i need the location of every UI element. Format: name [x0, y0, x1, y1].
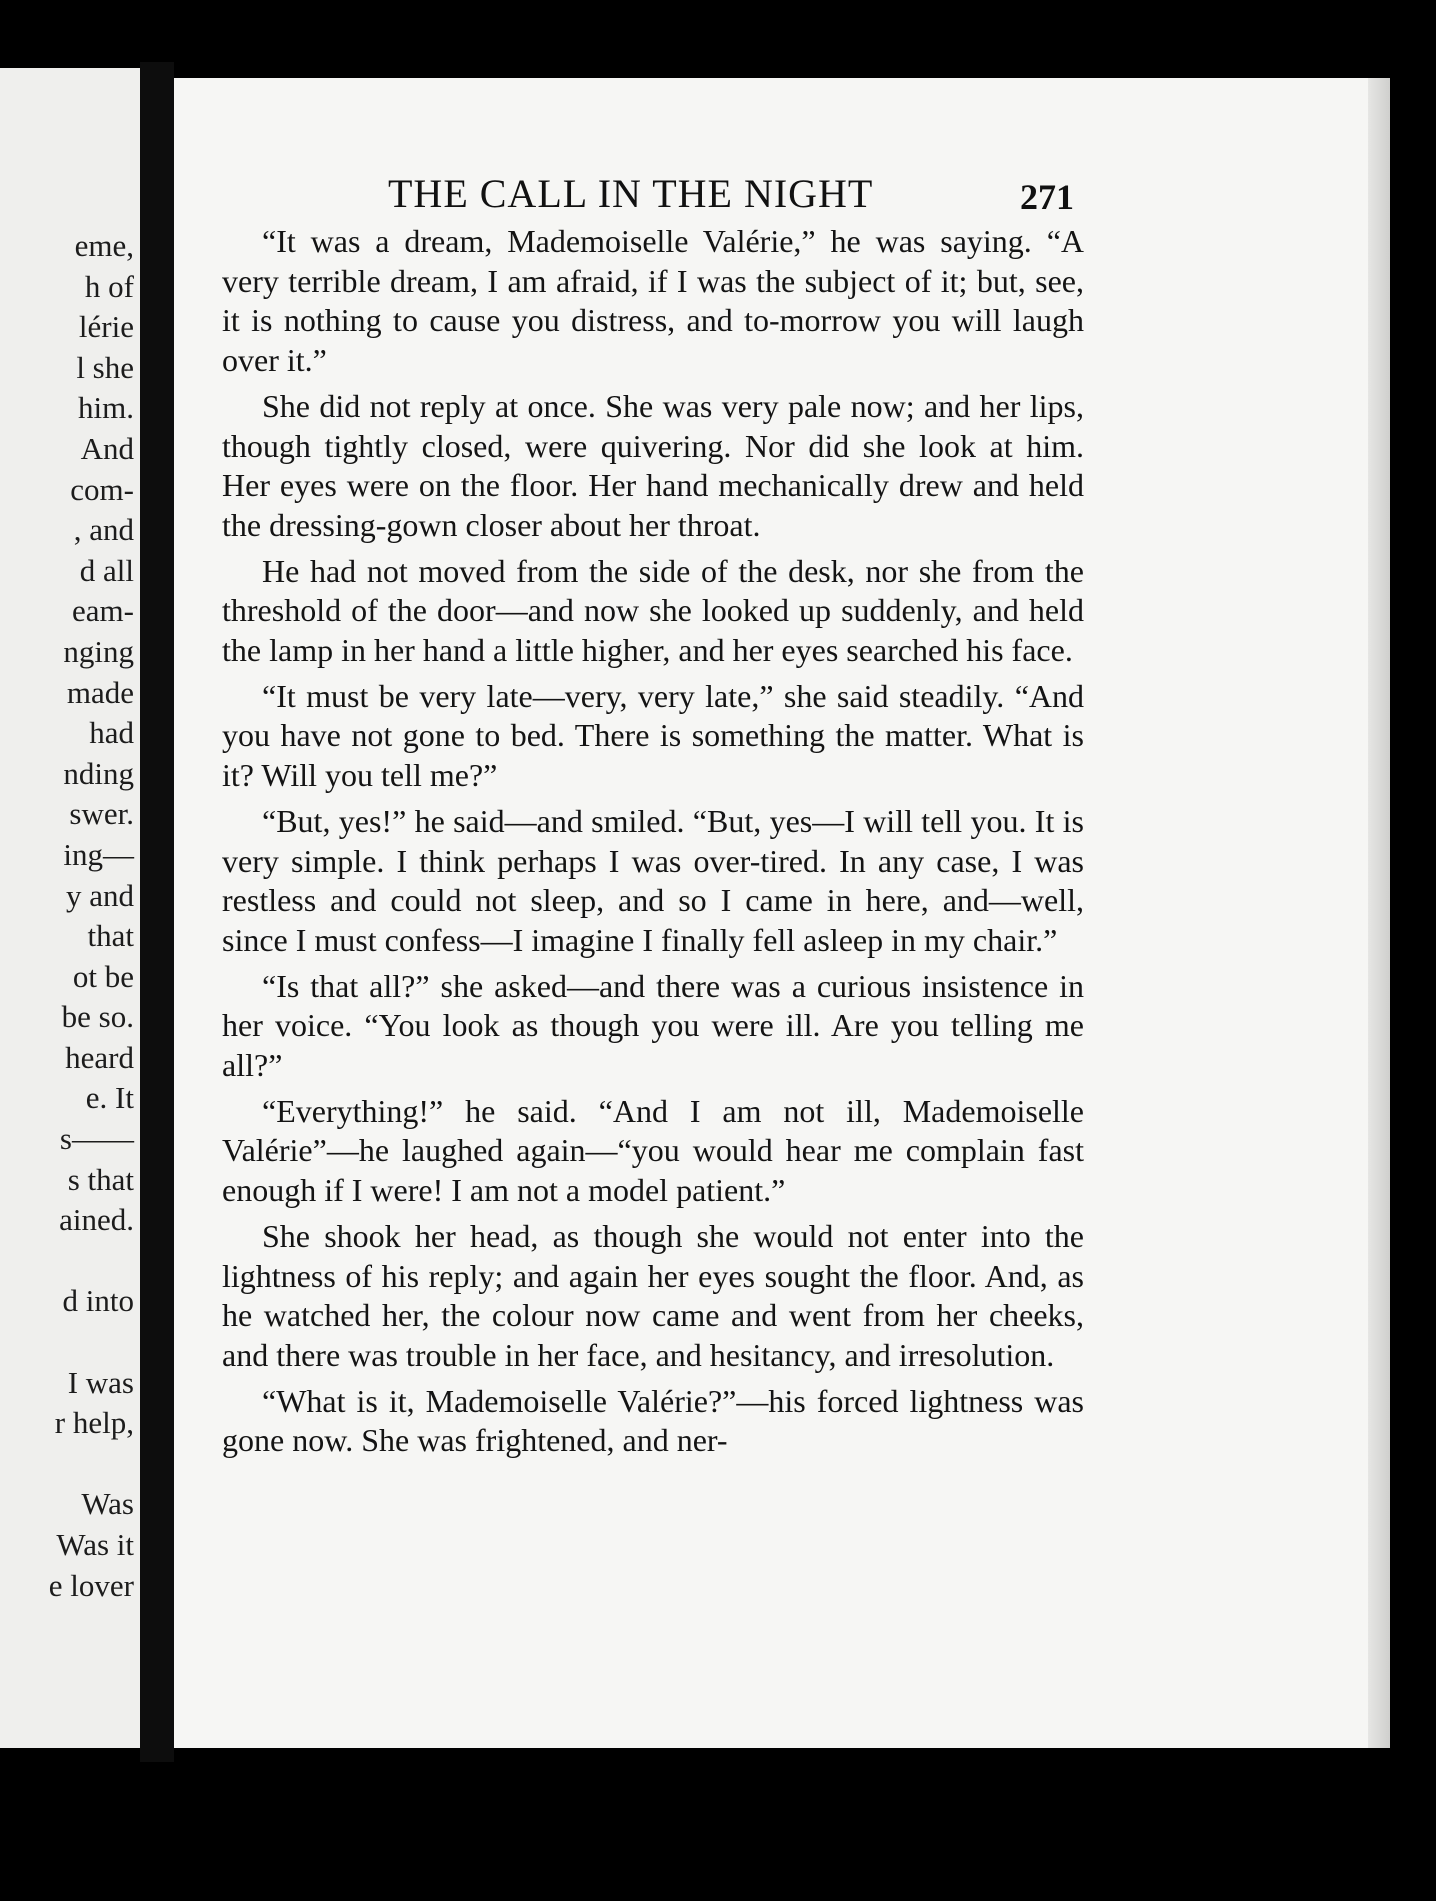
paragraph: “What is it, Mademoiselle Valérie?”—his forced lightness was gone now. She was frightened, and ner-	[222, 1382, 1084, 1459]
previous-page-line: be so.	[61, 999, 134, 1035]
running-head: THE CALL IN THE NIGHT	[388, 171, 874, 216]
previous-page-line: e. It	[85, 1080, 134, 1116]
previous-page-line: heard	[65, 1039, 134, 1075]
previous-page-line: eam-	[72, 593, 134, 629]
previous-page-line: ing—	[63, 836, 134, 872]
previous-page-text	[49, 226, 134, 1606]
book-spine	[140, 62, 174, 1762]
previous-page-line: s——	[59, 1121, 134, 1157]
previous-page-line: d all	[79, 552, 134, 588]
paragraph: She did not reply at once. She was very pale now; and her lips, though tightly closed, were quivering. Nor did she look at him. Her eyes were on the floor. Her hand mechanically drew and held the dressing-gown closer about her throat.	[222, 387, 1084, 543]
previous-page-line: nding	[63, 755, 134, 791]
previous-page-line: lérie	[78, 309, 134, 345]
previous-page-line: Was	[81, 1486, 134, 1522]
previous-page-line	[49, 1444, 134, 1485]
paragraph: He had not moved from the side of the desk, nor she from the threshold of the door—and now she looked up suddenly, and held the lamp in her hand a little higher, and her eyes searched his face.	[222, 552, 1084, 669]
previous-page-line: had	[89, 715, 134, 751]
previous-page-line: him.	[78, 390, 134, 426]
previous-page-line: s that	[67, 1161, 134, 1197]
previous-page-line	[49, 1241, 134, 1282]
previous-page-line: y and	[65, 877, 134, 913]
previous-page-line: that	[87, 918, 134, 954]
body-text	[222, 222, 1084, 1467]
previous-page-line: e lover	[48, 1567, 134, 1603]
page-number: 271	[1020, 177, 1074, 217]
previous-page-line: And	[80, 430, 134, 466]
paragraph: “It was a dream, Mademoiselle Valérie,” he was saying. “A very terrible dream, I am afraid, if I was the subject of it; but, see, it is nothing to cause you distress, and to-morrow you will laugh over it.”	[222, 223, 1084, 379]
previous-page-line: nging	[63, 633, 134, 669]
paragraph: “It must be very late—very, very late,” she said steadily. “And you have not gone to bed. There is something the matter. What is it? Will you tell me?”	[222, 677, 1084, 794]
previous-page-line: ot be	[72, 958, 134, 994]
paragraph: “Is that all?” she asked—and there was a curious insistence in her voice. “You look as though you were ill. Are you telling me all?”	[222, 967, 1084, 1084]
previous-page-line: I was	[67, 1364, 134, 1400]
previous-page-line	[49, 1322, 134, 1363]
paragraph: She shook her head, as though she would not enter into the lightness of his reply; and again her eyes sought the floor. And, as he watched her, the colour now came and went from her cheeks, and there was trouble in her face, and hesitancy, and irresolution.	[222, 1217, 1084, 1373]
previous-page-line: swer.	[69, 796, 134, 832]
previous-page-line: eme,	[74, 228, 134, 263]
previous-page-line: r help,	[54, 1405, 134, 1441]
previous-page-line: com-	[70, 471, 134, 507]
previous-page-line: Was it	[56, 1527, 134, 1562]
previous-page-line: l she	[76, 349, 134, 385]
current-page	[174, 78, 1390, 1748]
paragraph: “But, yes!” he said—and smiled. “But, yes—I will tell you. It is very simple. I think perhaps I was over-tired. In any case, I was restless and could not sleep, and so I came in here, and—well, since I must confess—I imagine I finally fell asleep in my chair.”	[222, 802, 1084, 958]
previous-page-line: , and	[73, 512, 134, 548]
previous-page-line: made	[66, 674, 134, 710]
paragraph: “Everything!” he said. “And I am not ill, Mademoiselle Valérie”—he laughed again—“you would hear me complain fast enough if I were! I am not a model patient.”	[222, 1092, 1084, 1209]
previous-page-line: ained.	[59, 1202, 134, 1238]
previous-page-line: d into	[62, 1283, 134, 1319]
previous-page	[0, 68, 140, 1748]
previous-page-line: h of	[84, 268, 134, 304]
